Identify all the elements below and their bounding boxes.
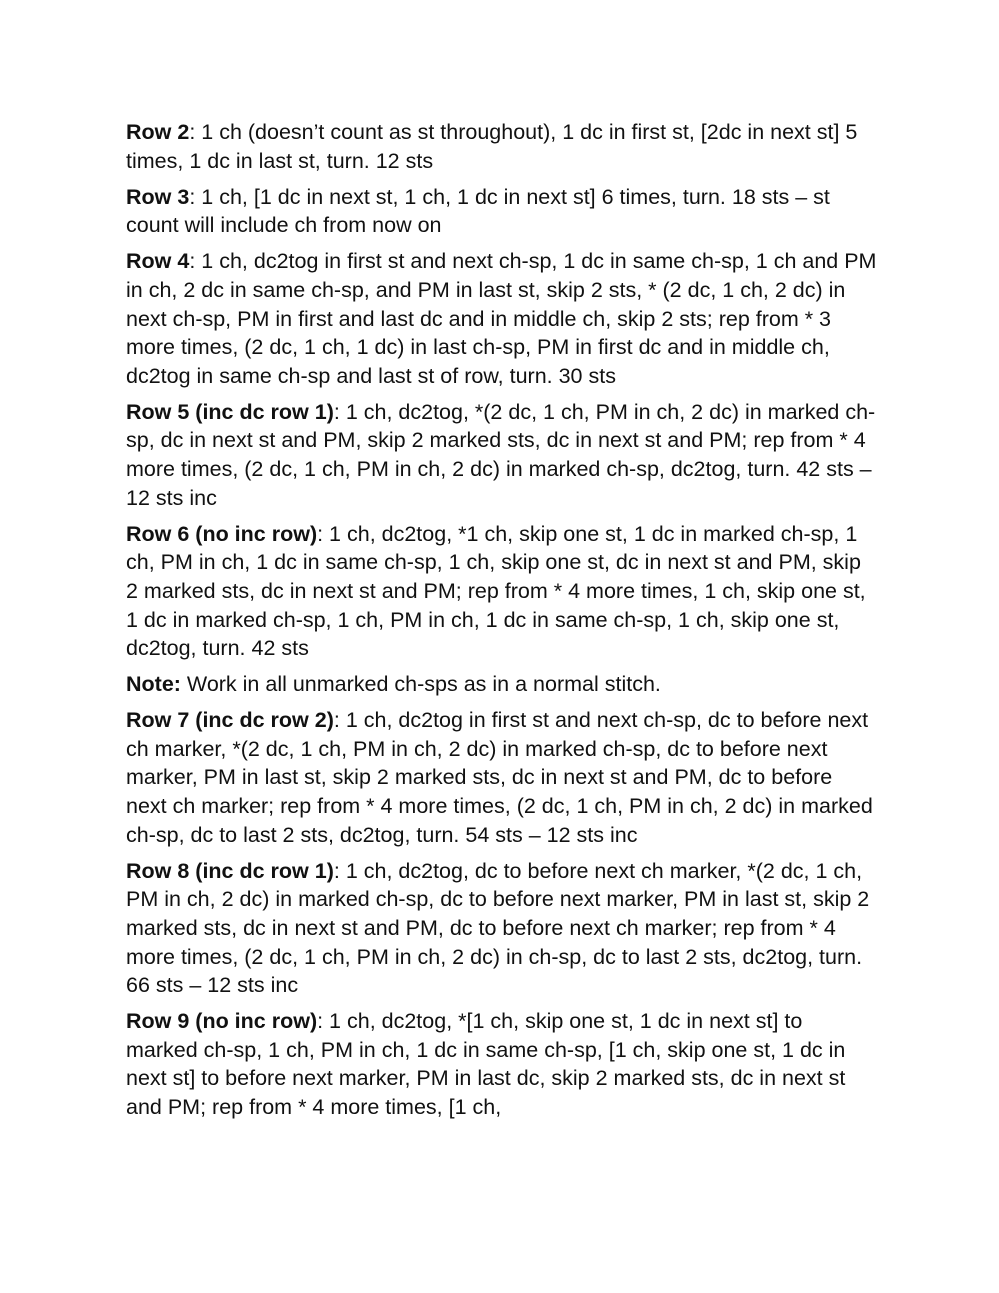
paragraph-note — [126, 670, 878, 699]
row-label: Row 7 (inc dc row 2) — [126, 708, 334, 733]
paragraph-row-7 — [126, 706, 878, 849]
row-instructions: : 1 ch, dc2tog, dc to before next ch marker, *(2 dc, 1 ch, PM in ch, 2 dc) in marked ch-sp, dc to before next marker, PM in last st, skip 2 marked sts, dc in next st and PM, dc to before next ch marker; rep from * 4 more times, (2 dc, 1 ch, PM in ch, 2 dc) in ch-sp, dc to last 2 sts, dc2tog, turn. 66 sts – 12 sts inc — [126, 858, 870, 998]
row-instructions: : 1 ch, dc2tog in first st and next ch-sp, 1 dc in same ch-sp, 1 ch and PM in ch, 2 dc in same ch-sp, and PM in last st, skip 2 sts, * (2 dc, 1 ch, 2 dc) in next ch-sp, PM in first and last dc and in middle ch, skip 2 sts; rep from * 3 more times, (2 dc, 1 ch, 1 dc) in last ch-sp, PM in first dc and in middle ch, dc2tog in same ch-sp and last st of row, turn. 30 sts — [126, 249, 877, 388]
row-instructions: : 1 ch, dc2tog in first st and next ch-sp, dc to before next ch marker, *(2 dc, 1 ch, PM in ch, 2 dc) in marked ch-sp, dc to before next marker, PM in last st, skip 2 marked sts, dc in next st and PM, dc to before next ch marker; rep from * 4 more times, (2 dc, 1 ch, PM in ch, 2 dc) in marked ch-sp, dc to last 2 sts, dc2tog, turn. 54 sts – 12 sts inc — [126, 708, 873, 847]
paragraph-row-4 — [126, 247, 878, 390]
row-instructions: : 1 ch, dc2tog, *1 ch, skip one st, 1 dc in marked ch-sp, 1 ch, PM in ch, 1 dc in same ch-sp, 1 ch, skip one st, dc in next st and PM, skip 2 marked sts, dc in next st and PM; rep from * 4 more times, 1 ch, skip one st, 1 dc in marked ch-sp, 1 ch, PM in ch, 1 dc in same ch-sp, 1 ch, skip one st, dc2tog, turn. 42 sts — [126, 521, 866, 661]
row-instructions: : 1 ch, dc2tog, *[1 ch, skip one st, 1 dc in next st] to marked ch-sp, 1 ch, PM in ch, 1 dc in same ch-sp, [1 ch, skip one st, 1 dc in next st] to before next marker, PM in last dc, skip 2 marked sts, dc in next st and PM; rep from * 4 more times, [1 ch, — [126, 1009, 846, 1119]
row-instructions: : 1 ch (doesn’t count as st throughout), 1 dc in first st, [2dc in next st] 5 times, 1 dc in last st, turn. 12 sts — [126, 120, 858, 173]
row-instructions: : 1 ch, dc2tog, *(2 dc, 1 ch, PM in ch, 2 dc) in marked ch-sp, dc in next st and PM, skip 2 marked sts, dc in next st and PM; rep from * 4 more times, (2 dc, 1 ch, PM in ch, 2 dc) in marked ch-sp, dc2tog, turn. 42 sts – 12 sts inc — [126, 399, 876, 510]
row-instructions: : 1 ch, [1 dc in next st, 1 ch, 1 dc in next st] 6 times, turn. 18 sts – st count will include ch from now on — [126, 184, 830, 238]
row-label: Row 3 — [126, 184, 190, 209]
row-label: Row 5 (inc dc row 1) — [126, 399, 334, 424]
row-label: Row 2 — [126, 120, 190, 144]
paragraph-row-6 — [126, 520, 878, 663]
paragraph-row-8 — [126, 857, 878, 1000]
row-label: Row 4 — [126, 249, 190, 274]
note-label: Note: — [126, 672, 181, 697]
row-label: Row 9 (no inc row) — [126, 1009, 318, 1034]
row-label: Row 8 (inc dc row 1) — [126, 858, 334, 883]
document-page — [126, 118, 878, 1129]
paragraph-row-3 — [126, 183, 878, 240]
paragraph-row-9 — [126, 1007, 878, 1121]
note-text: Work in all unmarked ch-sps as in a normal stitch. — [180, 672, 661, 697]
paragraph-row-2 — [126, 118, 878, 175]
row-label: Row 6 (no inc row) — [126, 521, 318, 546]
paragraph-row-5 — [126, 398, 878, 512]
